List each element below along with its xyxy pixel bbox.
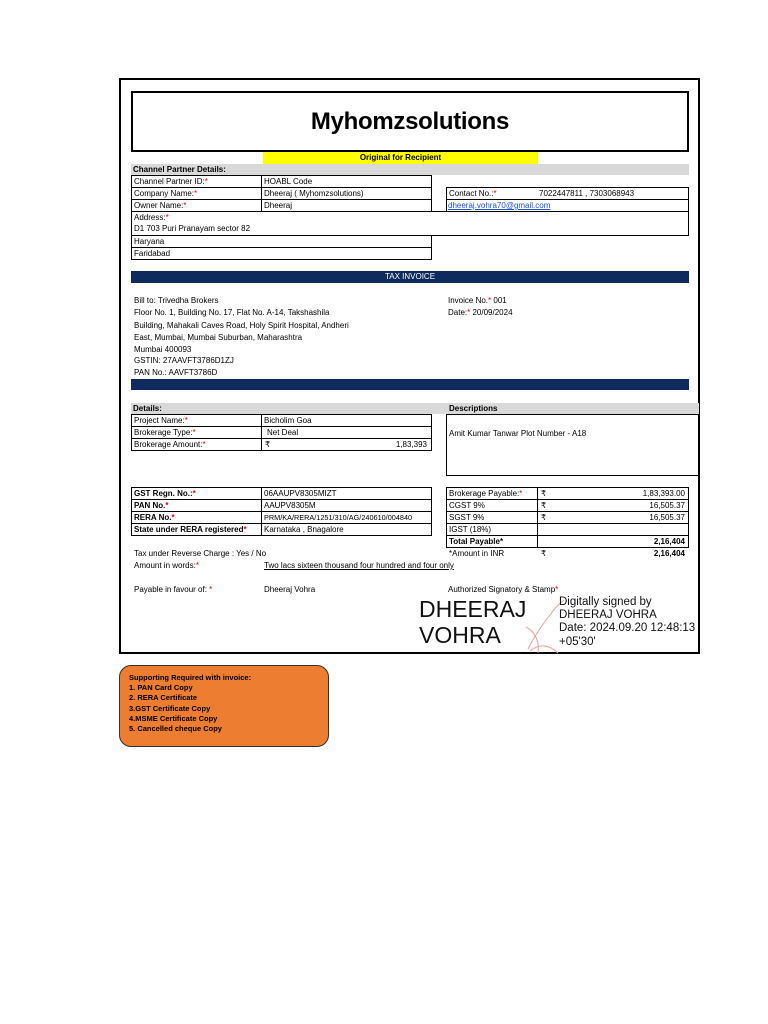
digital-signature-line2: DHEERAJ VOHRA bbox=[559, 609, 657, 621]
rera-state-label: State under RERA registered* bbox=[134, 525, 247, 534]
company-name-label: Company Name:* bbox=[134, 189, 198, 198]
invoice-number: Invoice No.* 001 bbox=[448, 296, 507, 305]
sgst-value: 16,505.37 bbox=[649, 513, 685, 522]
bill-to-address-1: Floor No. 1, Building No. 17, Flat No. A-14, Takshashila bbox=[134, 308, 330, 317]
supporting-heading: Supporting Required with invoice: bbox=[129, 673, 252, 682]
project-value: Bicholim Goa bbox=[264, 416, 312, 425]
total-value: 2,16,404 bbox=[653, 537, 685, 546]
owner-name-value: Dheeraj bbox=[264, 201, 293, 210]
signature-name-line2: VOHRA bbox=[419, 622, 501, 648]
payable-value: Dheeraj Vohra bbox=[264, 585, 316, 594]
address-state: Haryana bbox=[134, 237, 165, 246]
igst-label: IGST (18%) bbox=[449, 525, 492, 534]
channel-partner-section-label: Channel Partner Details: bbox=[133, 165, 226, 174]
description-box bbox=[446, 414, 699, 476]
separator-bar bbox=[131, 379, 689, 390]
address-label: Address:* bbox=[134, 213, 169, 222]
title-box bbox=[131, 91, 689, 152]
partner-grid-divider bbox=[261, 175, 262, 212]
project-label: Project Name:* bbox=[134, 416, 188, 425]
tax-invoice-label: TAX INVOICE bbox=[384, 272, 436, 281]
city-row bbox=[131, 247, 432, 260]
address-line1: D1 703 Puri Pranayam sector 82 bbox=[134, 224, 251, 233]
payable-label: Payable in favour of: * bbox=[134, 585, 213, 594]
bill-to-gstin: GSTIN: 27AAVFT3786D1ZJ bbox=[134, 356, 234, 365]
details-header-bar bbox=[131, 403, 699, 414]
gst-value: 06AAUPV8305MIZT bbox=[264, 489, 337, 498]
signature-name-line1: DHEERAJ bbox=[419, 596, 527, 622]
digital-signature-line3: Date: 2024.09.20 12:48:13 bbox=[559, 622, 696, 634]
invoice-date: Date:* 20/09/2024 bbox=[448, 308, 513, 317]
digital-signature-line1: Digitally signed by bbox=[559, 596, 652, 608]
cgst-value: 16,505.37 bbox=[649, 501, 685, 510]
supporting-documents-box bbox=[119, 665, 329, 747]
pan-label: PAN No.* bbox=[134, 501, 169, 510]
rera-value: PRM/KA/RERA/1251/310/AG/240610/004840 bbox=[264, 513, 413, 522]
brokerage-amount-label: Brokerage Amount:* bbox=[134, 440, 206, 449]
brokerage-payable-label: Brokerage Payable:* bbox=[449, 489, 523, 498]
reverse-charge-text: Tax under Reverse Charge : Yes / No bbox=[134, 549, 267, 558]
company-name-value: Dheeraj ( Myhomzsolutions) bbox=[264, 189, 364, 198]
description-text: Amit Kumar Tanwar Plot Number - A18 bbox=[449, 429, 587, 438]
rera-state-value: Karnataka , Bnagalore bbox=[264, 525, 344, 534]
rupee-icon: ₹ bbox=[541, 549, 547, 558]
bill-to-address-3: East, Mumbai, Mumbai Suburban, Maharashtra bbox=[134, 333, 303, 342]
sgst-label: SGST 9% bbox=[449, 513, 485, 522]
amount-inr-label: *Amount in INR bbox=[449, 549, 505, 558]
company-title: Myhomzsolutions bbox=[310, 107, 510, 135]
brokerage-amount-value: 1,83,393 bbox=[395, 440, 427, 449]
registration-grid-divider bbox=[261, 487, 262, 536]
address-city: Faridabad bbox=[134, 249, 171, 258]
amount-words-value: Two lacs sixteen thousand four hundred and four only bbox=[264, 561, 454, 570]
email-link[interactable]: dheeraj.vohra70@gmail.com bbox=[448, 201, 551, 210]
total-label: Total Payable* bbox=[449, 537, 504, 546]
bill-to-address-2: Building, Mahakali Caves Road, Holy Spirit Hospital, Andheri bbox=[134, 321, 349, 330]
details-grid-divider bbox=[261, 414, 262, 451]
contact-label: Contact No.:* bbox=[449, 189, 497, 198]
totals-grid-divider bbox=[537, 487, 538, 548]
rera-label: RERA No.* bbox=[134, 513, 175, 522]
digital-signature-line4: +05'30' bbox=[559, 636, 596, 648]
owner-name-label: Owner Name:* bbox=[134, 201, 187, 210]
rupee-icon: ₹ bbox=[265, 440, 271, 449]
pan-value: AAUPV8305M bbox=[264, 501, 316, 510]
brokerage-type-value: Net Deal bbox=[267, 428, 299, 437]
contact-value: 7022447811 , 7303068943 bbox=[539, 189, 635, 198]
bill-to-address-4: Mumbai 400093 bbox=[134, 345, 192, 354]
descriptions-section-label: Descriptions bbox=[449, 404, 498, 413]
supporting-item: 5. Cancelled cheque Copy bbox=[129, 724, 222, 734]
rupee-icon: ₹ bbox=[541, 489, 547, 498]
signatory-label: Authorized Signatory & Stamp* bbox=[448, 585, 559, 594]
partner-id-value: HOABL Code bbox=[264, 177, 313, 186]
rupee-icon: ₹ bbox=[541, 513, 547, 522]
amount-words-label: Amount in words:* bbox=[134, 561, 199, 570]
gst-label: GST Regn. No.:* bbox=[134, 489, 196, 498]
partner-id-label: Channel Partner ID:* bbox=[134, 177, 208, 186]
supporting-item: 2. RERA Certificate bbox=[129, 693, 198, 703]
supporting-item: 4.MSME Certificate Copy bbox=[129, 713, 218, 723]
rupee-icon: ₹ bbox=[541, 501, 547, 510]
supporting-item: 3.GST Certificate Copy bbox=[129, 703, 211, 713]
copy-label: Original for Recipient bbox=[263, 152, 538, 164]
bill-to-pan: PAN No.: AAVFT3786D bbox=[134, 368, 218, 377]
bill-to-name: Bill to: Trivedha Brokers bbox=[134, 296, 219, 305]
brokerage-payable-value: 1,83,393.00 bbox=[642, 489, 685, 498]
brokerage-type-label: Brokerage Type:* bbox=[134, 428, 196, 437]
cgst-label: CGST 9% bbox=[449, 501, 485, 510]
details-section-label: Details: bbox=[133, 404, 162, 413]
amount-inr-value: 2,16,404 bbox=[653, 549, 685, 558]
supporting-item: 1. PAN Card Copy bbox=[129, 683, 193, 693]
